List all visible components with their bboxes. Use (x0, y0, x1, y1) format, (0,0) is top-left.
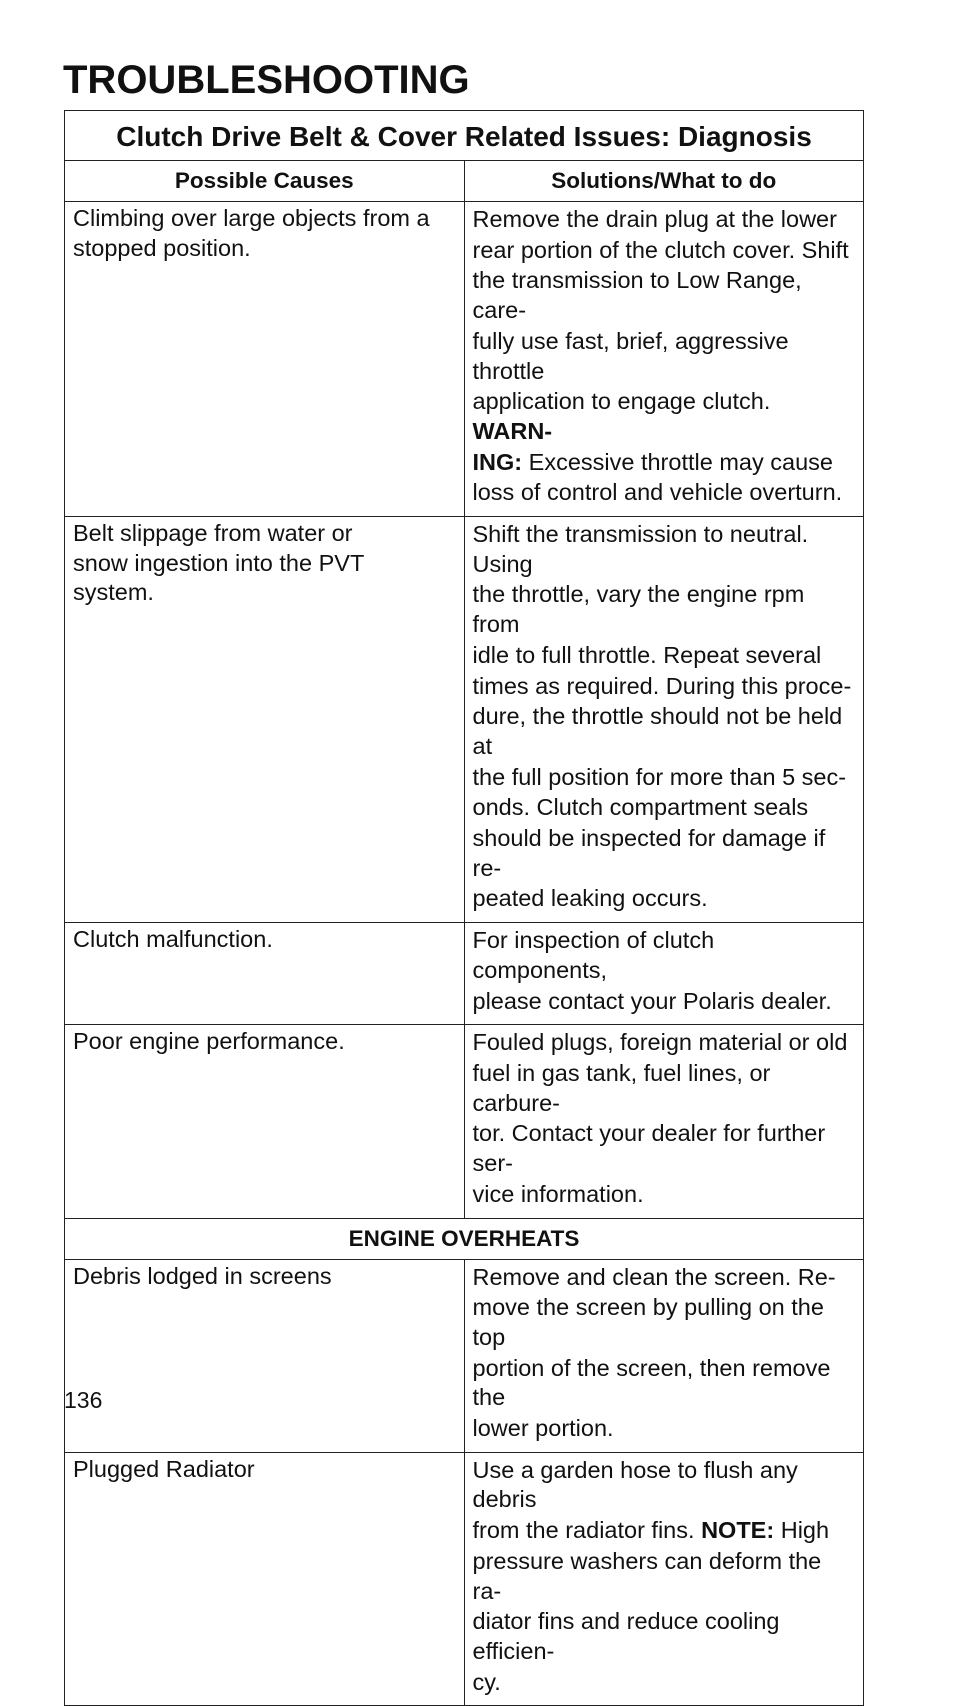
table-caption-row (65, 111, 864, 161)
cause-line: system. (73, 579, 154, 606)
solution-line: peated leaking occurs. (472, 885, 708, 912)
solution-cell (464, 202, 864, 517)
solution-line (473, 447, 856, 478)
cause-text: Climbing over large objects from a stopped position. (73, 205, 430, 261)
cause-text: Plugged Radiator (73, 1455, 255, 1482)
solution-line: the transmission to Low Range, care- (472, 267, 802, 324)
solution-line: Fouled plugs, foreign material or old (472, 1029, 848, 1056)
cause-cell (65, 923, 465, 1025)
page-title: TROUBLESHOOTING (63, 58, 470, 102)
solution-line: lower portion. (472, 1415, 614, 1442)
table-row (65, 1452, 864, 1706)
solution-line: Remove and clean the screen. Re- (472, 1263, 836, 1290)
solution-line: For inspection of clutch components, (472, 927, 715, 983)
solution-line: loss of control and vehicle overturn. (472, 479, 843, 506)
solution-line-text: from the radiator fins. (472, 1517, 695, 1544)
solution-line (473, 1515, 856, 1546)
cause-cell (65, 1025, 465, 1218)
cause-cell (65, 202, 465, 517)
table-row (65, 202, 864, 517)
table-row (65, 1025, 864, 1218)
solution-line: fuel in gas tank, fuel lines, or carbure- (472, 1059, 771, 1116)
table-header-row (65, 161, 864, 202)
solution-cell (464, 1025, 864, 1218)
note-text: High (780, 1517, 830, 1544)
warning-text: Excessive throttle may cause (528, 448, 833, 475)
solution-line: diator fins and reduce cooling efficien- (472, 1608, 780, 1664)
table-row (65, 923, 864, 1025)
solution-line: onds. Clutch compartment seals (472, 794, 809, 821)
solution-line: rear portion of the clutch cover. Shift (472, 236, 849, 263)
section-row (65, 1218, 864, 1259)
cause-text: Poor engine performance. (73, 1028, 345, 1055)
solution-cell (464, 923, 864, 1025)
solution-line: Shift the transmission to neutral. Using (472, 521, 809, 577)
warning-label: WARN- (472, 417, 553, 444)
cause-cell (65, 517, 465, 923)
solution-line: fully use fast, brief, aggressive throttle (472, 327, 789, 384)
solution-line-text: application to engage clutch. (472, 388, 771, 415)
header-solutions: Solutions/What to do (464, 161, 864, 202)
solution-line: pressure washers can deform the ra- (472, 1547, 822, 1604)
table-row (65, 517, 864, 923)
cause-text: Clutch malfunction. (73, 926, 273, 953)
solution-line: the throttle, vary the engine rpm from (472, 581, 805, 638)
page-number: 136 (64, 1387, 103, 1413)
solution-line (473, 386, 856, 446)
solution-line: cy. (472, 1668, 501, 1695)
table-caption: Clutch Drive Belt & Cover Related Issues: Diagnosis (65, 111, 864, 161)
troubleshooting-table (64, 110, 864, 1706)
solution-line: idle to full throttle. Repeat several (472, 641, 822, 668)
table-row (65, 1259, 864, 1452)
warning-label-cont: ING: (472, 448, 523, 475)
solution-line: the full position for more than 5 sec- (472, 763, 847, 790)
cause-text: Debris lodged in screens (73, 1262, 332, 1289)
solution-line: times as required. During this proce- (472, 672, 852, 699)
cause-cell (65, 1452, 465, 1706)
cause-line: snow ingestion into the PVT (73, 549, 365, 576)
solution-line: Use a garden hose to flush any debris (472, 1456, 798, 1513)
header-possible-causes: Possible Causes (65, 161, 465, 202)
solution-line: please contact your Polaris dealer. (472, 987, 832, 1014)
solution-line: Remove the drain plug at the lower (472, 206, 837, 232)
solution-line: should be inspected for damage if re- (472, 825, 826, 881)
solution-cell (464, 1259, 864, 1452)
cause-line: Belt slippage from water or (73, 520, 353, 547)
solution-line: vice information. (472, 1180, 644, 1207)
solution-cell (464, 1452, 864, 1706)
solution-line: portion of the screen, then remove the (472, 1354, 831, 1411)
section-heading: ENGINE OVERHEATS (65, 1218, 864, 1259)
solution-line: move the screen by pulling on the top (472, 1294, 824, 1350)
note-label: NOTE: (701, 1517, 775, 1544)
cause-cell (65, 1259, 465, 1452)
solution-line: tor. Contact your dealer for further ser- (472, 1120, 826, 1177)
solution-line: dure, the throttle should not be held at (472, 703, 843, 759)
solution-cell (464, 517, 864, 923)
